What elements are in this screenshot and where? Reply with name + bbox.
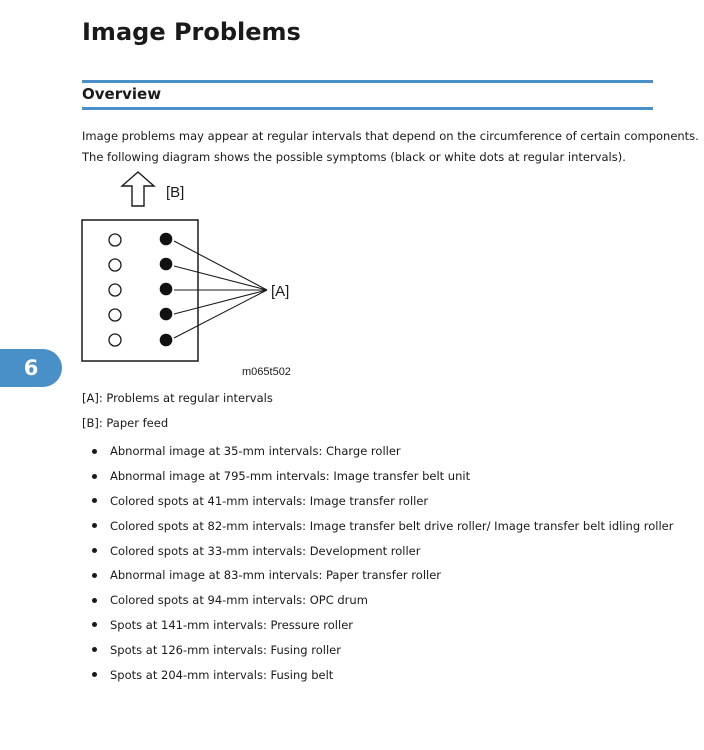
- label-a: [A]: [271, 283, 290, 300]
- symptom-diagram: [60, 168, 320, 380]
- bullet-icon: [92, 622, 97, 627]
- bullet-icon: [92, 449, 97, 454]
- white-dot: [109, 234, 121, 246]
- list-item: [82, 464, 674, 489]
- section-title: Overview: [82, 85, 162, 103]
- list-item-text: Abnormal image at 83-mm intervals: Paper transfer roller: [110, 568, 442, 583]
- symptom-list: [82, 439, 674, 687]
- legend-a: [A]: Problems at regular intervals: [82, 391, 273, 405]
- list-item: [82, 439, 674, 464]
- list-item-text: Spots at 126-mm intervals: Fusing roller: [110, 642, 341, 657]
- list-item-text: Colored spots at 82-mm intervals: Image transfer belt drive roller/ Image transfer belt idling roller: [110, 518, 674, 533]
- list-item: [82, 563, 674, 588]
- paper-feed-arrow-icon: [122, 172, 154, 206]
- bullet-icon: [92, 598, 97, 603]
- list-item: [82, 588, 674, 613]
- page-title: Image Problems: [82, 18, 301, 46]
- legend-b: [B]: Paper feed: [82, 416, 169, 430]
- list-item: [82, 637, 674, 662]
- figure-id: m065t502: [242, 366, 291, 378]
- bullet-icon: [92, 573, 97, 578]
- list-item: [82, 513, 674, 538]
- intro-line: Image problems may appear at regular intervals that depend on the circumference of certain components.: [82, 129, 699, 143]
- section-rule-top: [82, 80, 653, 83]
- black-dot: [160, 283, 173, 296]
- list-item-text: Colored spots at 33-mm intervals: Development roller: [110, 543, 421, 558]
- white-dot: [109, 259, 121, 271]
- list-item-text: Abnormal image at 35-mm intervals: Charge roller: [110, 444, 401, 459]
- intro-paragraph: [82, 126, 699, 168]
- bullet-icon: [92, 498, 97, 503]
- bullet-icon: [92, 474, 97, 479]
- list-item-text: Spots at 204-mm intervals: Fusing belt: [110, 667, 334, 682]
- bullet-icon: [92, 672, 97, 677]
- label-b: [B]: [166, 184, 185, 201]
- chapter-tab: 6: [0, 349, 62, 387]
- white-dot: [109, 309, 121, 321]
- list-item: [82, 613, 674, 638]
- black-dot: [160, 334, 173, 347]
- bullet-icon: [92, 523, 97, 528]
- list-item-text: Colored spots at 94-mm intervals: OPC drum: [110, 593, 368, 608]
- black-dot: [160, 258, 173, 271]
- white-dot: [109, 284, 121, 296]
- list-item: [82, 538, 674, 563]
- bullet-icon: [92, 647, 97, 652]
- list-item-text: Spots at 141-mm intervals: Pressure roller: [110, 617, 353, 632]
- black-dot: [160, 308, 173, 321]
- white-dot: [109, 334, 121, 346]
- bullet-icon: [92, 548, 97, 553]
- list-item-text: Abnormal image at 795-mm intervals: Image transfer belt unit: [110, 469, 471, 484]
- list-item: [82, 662, 674, 687]
- black-dot: [160, 233, 173, 246]
- section-rule-bottom: [82, 107, 653, 110]
- intro-line: The following diagram shows the possible symptoms (black or white dots at regular intervals).: [82, 150, 626, 164]
- list-item-text: Colored spots at 41-mm intervals: Image transfer roller: [110, 493, 429, 508]
- list-item: [82, 489, 674, 514]
